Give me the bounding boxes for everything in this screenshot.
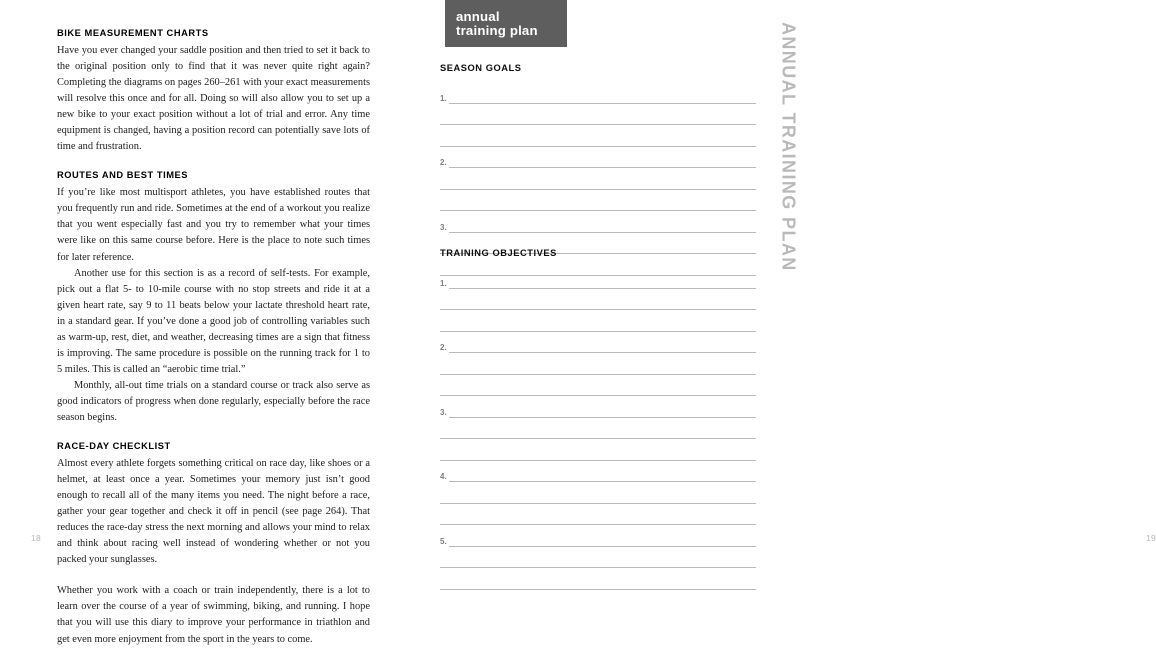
numbered-write-in-line[interactable] — [440, 82, 756, 104]
heading-season-goals: SEASON GOALS — [440, 63, 522, 73]
entry-number: 1. — [440, 93, 447, 103]
left-page-text-column — [57, 28, 370, 648]
write-in-line[interactable] — [440, 418, 756, 440]
title-line-2: training plan — [456, 23, 538, 39]
season-goals-section — [440, 63, 756, 276]
paragraph-bike-measurement-charts: Have you ever changed your saddle position and then tried to set it back to the original position only to find that it was never quite right again? Completing the diagrams on pages 260–261 with your exact measurements will resolve this once and for all. Doing so will also allow you to set up a new bike to your exact position without a lot of trial and error. Any time equipment is changed, having a position record can potentially save lots of time and frustration. — [57, 45, 370, 153]
paragraph-closing: Whether you work with a coach or train independently, there is a lot to learn over the course of a year of swimming, biking, and running. I hope that you will use this diary to improve your performance in triathlon and get even more enjoyment from the sport in the years to come. — [57, 585, 370, 645]
numbered-write-in-line[interactable] — [440, 147, 756, 169]
page-number-left: 18 — [31, 533, 42, 543]
numbered-write-in-line[interactable] — [440, 267, 756, 289]
rule-line — [440, 589, 756, 590]
numbered-write-in-line[interactable] — [440, 332, 756, 354]
page-number-right: 19 — [1146, 533, 1156, 543]
vertical-chapter-tab — [766, 0, 810, 300]
heading-routes-and-best-times: ROUTES AND BEST TIMES — [57, 170, 189, 181]
paragraph-routes-self-tests: Another use for this section is as a record of self-tests. For example, pick out a flat 5- to 10-mile course with no stop streets and ride it at a given heart rate, say 9 to 11 beats below your lactate threshold heart rate, in a standard gear. If you’ve done a good job of controlling variables such as warm-up, rest, diet, and weather, decreasing times are a sign that fitness is improving. The same procedure is possible on the running track for 1 to 5 miles. This is called an “aerobic time trial.” — [57, 267, 370, 375]
numbered-write-in-line[interactable] — [440, 396, 756, 418]
write-in-line[interactable] — [440, 310, 756, 332]
write-in-line[interactable] — [440, 168, 756, 190]
entry-number: 3. — [440, 407, 447, 417]
annual-training-plan-title-box — [445, 0, 567, 47]
entry-number: 1. — [440, 278, 447, 288]
entry-number: 5. — [440, 536, 447, 546]
paragraph-race-day-checklist: Almost every athlete forgets something critical on race day, like shoes or a helmet, at least once a year. Sometimes your memory just isn’t good enough to recall all of the many items you need. The night before a race, gather your gear together and check it off in pencil (see page 264). That reduces the race-day stress the next morning and allows your mind to relax and think about racing well instead of wondering whether or not you packed your sunglasses. — [57, 458, 370, 566]
write-in-line[interactable] — [440, 504, 756, 526]
entry-number: 2. — [440, 343, 447, 352]
vertical-chapter-tab-label: ANNUAL TRAINING PLAN — [778, 22, 799, 272]
entry-number: 3. — [440, 222, 447, 232]
section-spacer — [57, 155, 370, 170]
write-in-line[interactable] — [440, 568, 756, 590]
left-page — [0, 0, 405, 645]
write-in-line[interactable] — [440, 353, 756, 375]
section-spacer — [57, 426, 370, 441]
numbered-write-in-line[interactable] — [440, 525, 756, 547]
training-objectives-write-in-lines[interactable] — [440, 267, 756, 590]
numbered-write-in-line[interactable] — [440, 211, 756, 233]
write-in-line[interactable] — [440, 439, 756, 461]
heading-race-day-checklist: RACE-DAY CHECKLIST — [57, 441, 171, 452]
paragraph-routes-time-trials: Monthly, all-out time trials on a standard course or track also serve as good indicators of progress when done regularly, especially before the race season begins. — [57, 379, 370, 423]
write-in-line[interactable] — [440, 547, 756, 569]
right-page — [405, 0, 1156, 561]
heading-training-objectives: TRAINING OBJECTIVES — [440, 248, 557, 258]
paragraph-routes-intro: If you’re like most multisport athletes, you have established routes that you frequently run and ride. Sometimes at the end of a workout you realize that you went especially fast and you try to remember what your times were like on this same course before. Here is the place to note such times for later reference. — [57, 187, 370, 263]
numbered-write-in-line[interactable] — [440, 461, 756, 483]
closing-spacer — [57, 568, 370, 583]
write-in-line[interactable] — [440, 125, 756, 147]
write-in-line[interactable] — [440, 104, 756, 126]
write-in-line[interactable] — [440, 375, 756, 397]
title-line-1: annual — [456, 8, 500, 24]
season-goals-write-in-lines[interactable] — [440, 82, 756, 276]
entry-number: 2. — [440, 158, 447, 167]
heading-bike-measurement-charts: BIKE MEASUREMENT CHARTS — [57, 28, 209, 38]
write-in-line[interactable] — [440, 482, 756, 504]
write-in-line[interactable] — [440, 289, 756, 311]
write-in-line[interactable] — [440, 190, 756, 212]
entry-number: 4. — [440, 472, 447, 481]
title-box-text — [456, 10, 538, 39]
training-objectives-section — [440, 248, 756, 590]
